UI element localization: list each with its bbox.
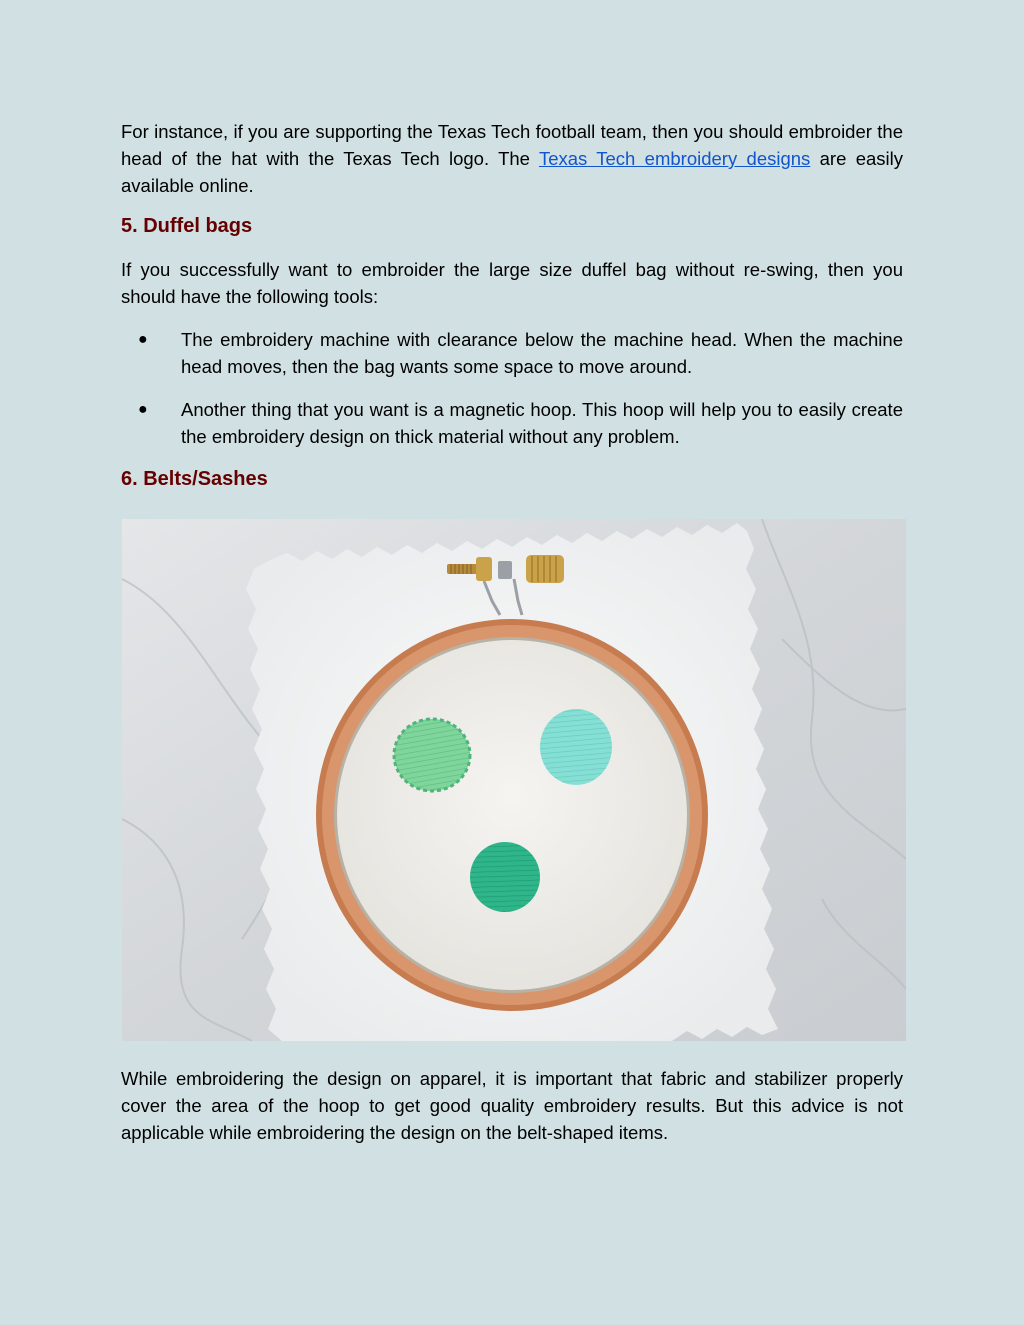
list-item-text: Another thing that you want is a magnetic hoop. This hoop will help you to easily create the embroidery design on thick material without any problem. bbox=[181, 399, 903, 447]
intro-text-before: For instance, if you are supporting the Texas Tech football team, then you should embroider the head of the hat with the Texas Tech logo. The bbox=[121, 121, 903, 169]
intro-text-after: are easily available online. bbox=[121, 148, 903, 196]
duffel-bags-paragraph: If you successfully want to embroider the large size duffel bag without re-swing, then you should have the following tools: bbox=[121, 259, 903, 307]
duffel-tools-list bbox=[121, 326, 903, 450]
stitch-dot-bottom bbox=[470, 842, 540, 912]
bullet-icon: ● bbox=[138, 331, 148, 348]
belts-sashes-paragraph: While embroidering the design on apparel, it is important that fabric and stabilizer properly cover the area of the hoop to get good quality embroidery results. But this advice is not applicable while embroidering the design on the belt-shaped items. bbox=[121, 1068, 903, 1143]
section-heading-belts-sashes: 6. Belts/Sashes bbox=[121, 468, 268, 490]
stitch-dot-left bbox=[394, 719, 470, 791]
bullet-icon: ● bbox=[138, 401, 148, 418]
stitch-dot-right bbox=[540, 709, 612, 785]
list-item bbox=[121, 326, 903, 380]
list-item-text: The embroidery machine with clearance below the machine head. When the machine head moves, then the bag wants some space to move around. bbox=[181, 329, 903, 377]
intro-paragraph bbox=[121, 118, 903, 199]
section-heading-duffel-bags: 5. Duffel bags bbox=[121, 215, 253, 237]
texas-tech-embroidery-designs-link[interactable]: Texas Tech embroidery designs bbox=[538, 148, 811, 169]
hoop-fabric bbox=[337, 640, 687, 990]
embroidery-hoop-photo bbox=[122, 519, 906, 1041]
document-body bbox=[121, 118, 903, 493]
list-item bbox=[121, 396, 903, 450]
